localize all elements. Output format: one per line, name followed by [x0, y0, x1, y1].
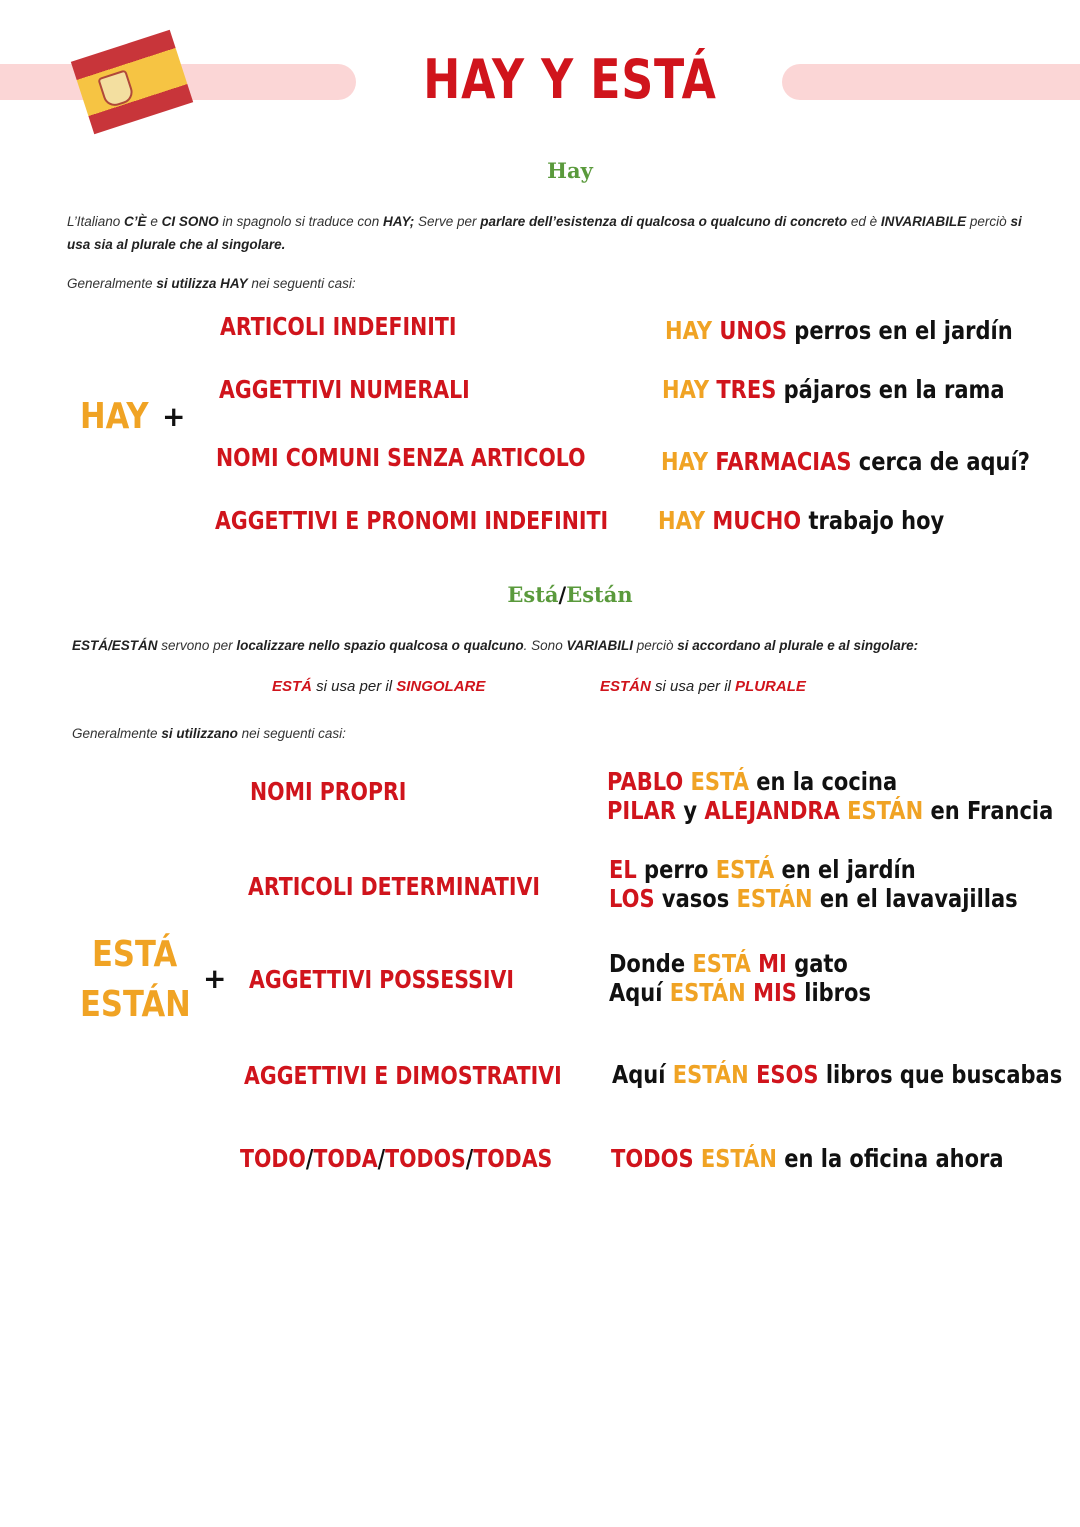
keyword: PILAR [607, 796, 677, 825]
usage-text: nei seguenti casi: [247, 276, 356, 291]
keyword: LOS [609, 884, 655, 913]
keyword: UNOS [719, 316, 787, 345]
usage-text: nei seguenti casi: [237, 726, 346, 741]
esta-word: ESTÁN [847, 796, 924, 825]
intro-bold: localizzare nello spazio qualcosa o qualcuno [236, 638, 524, 653]
example-text: libros que buscabas [825, 1060, 1063, 1089]
rule-singolare [272, 678, 485, 695]
keyword: TODOS [611, 1144, 694, 1173]
keyword: FARMACIAS [715, 447, 852, 476]
esta-category: NOMI PROPRI [250, 777, 407, 806]
esta-term: ESTÁ [72, 638, 109, 653]
cisono-term: CI SONO [161, 214, 219, 229]
hay-word: HAY [661, 447, 709, 476]
hay-example [661, 447, 1030, 476]
example-text: Donde [609, 949, 686, 978]
slash: / [377, 1144, 386, 1173]
hay-plus: + [162, 400, 186, 433]
rule-plurale [600, 678, 806, 695]
keyword: MIS [753, 978, 797, 1007]
esta-example [609, 949, 848, 978]
intro-text: e [146, 214, 162, 229]
example-text: perro [644, 855, 709, 884]
keyword: TRES [716, 375, 777, 404]
rule-term: ESTÁ [272, 678, 313, 695]
estan-big-label: ESTÁN [80, 984, 191, 1025]
esta-category: AGGETTIVI POSSESSIVI [249, 965, 515, 994]
intro-bold: si usa sia al plurale che al singolare. [67, 214, 1022, 252]
ce-term: C’È [124, 214, 147, 229]
keyword: PABLO [607, 767, 684, 796]
esta-category: ARTICOLI DETERMINATIVI [248, 872, 540, 901]
hay-heading: Hay [547, 158, 593, 183]
esta-word: ESTÁN [669, 978, 746, 1007]
example-text: Aquí [609, 978, 663, 1007]
usage-text: Generalmente [72, 726, 162, 741]
hay-word: HAY [665, 316, 713, 345]
esta-example [609, 978, 871, 1007]
intro-text: perciò [966, 214, 1011, 229]
todo-word: TODAS [473, 1144, 553, 1173]
example-text: perros en el jardín [794, 316, 1013, 345]
keyword: MI [758, 949, 787, 978]
intro-text: servono per [157, 638, 237, 653]
example-text: en la oficina ahora [784, 1144, 1004, 1173]
hay-example [662, 375, 1005, 404]
heading-text: Están [566, 582, 633, 607]
esta-example [607, 796, 1053, 825]
esta-word: ESTÁ [692, 949, 751, 978]
esta-usage [72, 722, 346, 745]
hay-category: AGGETTIVI NUMERALI [219, 375, 470, 404]
usage-bold: si utilizzano [161, 726, 238, 741]
keyword: MUCHO [712, 506, 802, 535]
hay-example [665, 316, 1013, 345]
hay-usage [67, 272, 356, 295]
intro-text: ed è [847, 214, 881, 229]
esta-word: ESTÁN [672, 1060, 749, 1089]
esta-example [609, 855, 916, 884]
usage-bold: si utilizza HAY [156, 276, 248, 291]
esta-example [609, 884, 1018, 913]
esta-word: ESTÁ [690, 767, 749, 796]
rule-text: si usa per il [312, 678, 397, 695]
rule-text: si usa per il [650, 678, 736, 695]
page-title: HAY Y ESTÁ [423, 48, 717, 111]
example-text: gato [794, 949, 848, 978]
hay-example [658, 506, 944, 535]
example-text: vasos [661, 884, 730, 913]
hay-word: HAY [662, 375, 710, 404]
esta-plus: + [203, 962, 227, 995]
rule-term: PLURALE [735, 678, 806, 695]
hay-intro [67, 210, 1047, 256]
heading-text: Está [507, 582, 559, 607]
rule-term: ESTÁN [600, 678, 651, 695]
example-text: cerca de aquí? [858, 447, 1030, 476]
intro-text: perciò [632, 638, 678, 653]
esta-heading [0, 582, 1080, 607]
rule-term: SINGOLARE [396, 678, 486, 695]
invariabile-term: INVARIABILE [880, 214, 967, 229]
example-text: pájaros en la rama [783, 375, 1005, 404]
esta-big-label: ESTÁ [92, 934, 178, 975]
example-text: en el jardín [781, 855, 916, 884]
intro-text: . Sono [523, 638, 567, 653]
example-text: libros [804, 978, 871, 1007]
hay-category: ARTICOLI INDEFINITI [220, 312, 457, 341]
intro-text: in spagnolo si traduce con [218, 214, 383, 229]
example-text: Aquí [612, 1060, 666, 1089]
estan-term: ESTÁN [111, 638, 158, 653]
hay-category: AGGETTIVI E PRONOMI INDEFINITI [215, 506, 609, 535]
todo-word: TODOS [385, 1144, 466, 1173]
todo-word: TODO [240, 1144, 306, 1173]
usage-text: Generalmente [67, 276, 157, 291]
example-text: en el lavavajillas [819, 884, 1018, 913]
slash: / [465, 1144, 474, 1173]
example-text: en la cocina [756, 767, 898, 796]
esta-category: AGGETTIVI E DIMOSTRATIVI [244, 1061, 562, 1090]
keyword: ALEJANDRA [704, 796, 840, 825]
hay-category: NOMI COMUNI SENZA ARTICOLO [216, 443, 586, 472]
intro-bold: si accordano al plurale e al singolare: [677, 638, 919, 653]
keyword: ESOS [756, 1060, 819, 1089]
example-text: trabajo hoy [808, 506, 945, 535]
esta-example [612, 1060, 1062, 1089]
todo-word: TODA [313, 1144, 378, 1173]
hay-term: HAY; [382, 214, 415, 229]
esta-word: ESTÁN [700, 1144, 777, 1173]
esta-word: ESTÁN [736, 884, 813, 913]
esta-example [607, 767, 897, 796]
example-text: en Francia [930, 796, 1054, 825]
intro-text: Serve per [414, 214, 481, 229]
esta-word: ESTÁ [715, 855, 775, 884]
example-text: y [683, 796, 698, 825]
esta-example [611, 1144, 1004, 1173]
slash: / [305, 1144, 314, 1173]
hay-big-label: HAY [80, 396, 149, 437]
intro-bold: parlare dell’esistenza di qualcosa o qualcuno di concreto [480, 214, 848, 229]
heading-sep: / [558, 582, 567, 607]
esta-intro [72, 634, 1052, 657]
sep: / [108, 638, 112, 653]
esta-category-todo [240, 1144, 552, 1173]
intro-text: L’Italiano [67, 214, 125, 229]
hay-word: HAY [658, 506, 706, 535]
variabili-term: VARIABILI [566, 638, 633, 653]
keyword: EL [609, 855, 637, 884]
